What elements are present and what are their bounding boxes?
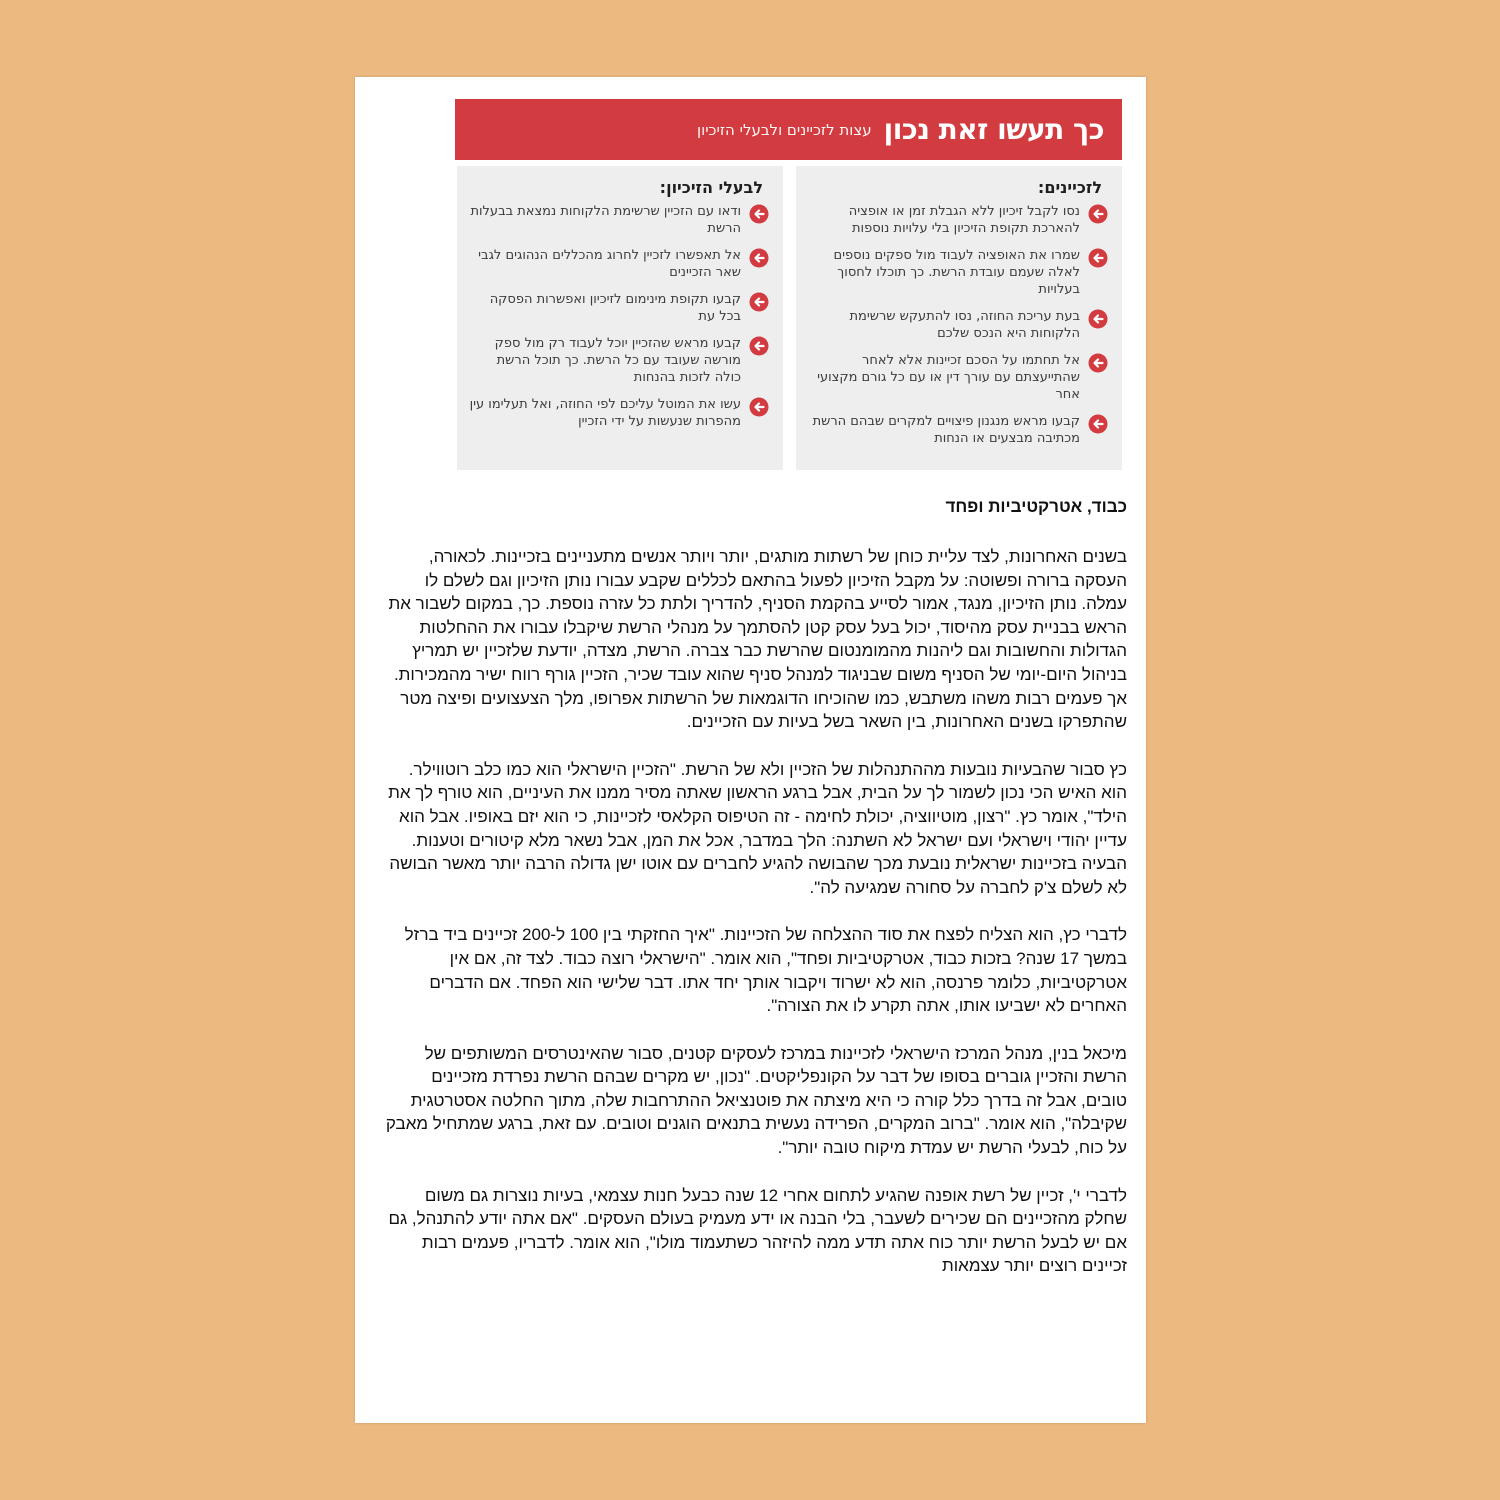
tip-item bbox=[469, 203, 769, 237]
franchisors-column bbox=[457, 166, 783, 470]
tips-box-title: כך תעשו זאת נכון bbox=[883, 113, 1104, 146]
tip-text: קבעו מראש שהזכיין יוכל לעבוד רק מול ספק מורשה שעובד עם כל הרשת. כך תוכל הרשת כולה לזכות בהנחות bbox=[494, 336, 741, 385]
tip-text: בעת עריכת החוזה, נסו להתעקש שרשימת הלקוחות היא הנכס שלכם bbox=[849, 309, 1080, 341]
tip-text: אל תחתמו על הסכם זכיינות אלא לאחר שהתייעצתם עם עורך דין או עם כל גורם מקצועי אחר bbox=[817, 353, 1080, 402]
tip-item bbox=[808, 308, 1108, 342]
tip-item bbox=[808, 413, 1108, 447]
arrow-left-circle-icon bbox=[1088, 248, 1108, 268]
arrow-left-circle-icon bbox=[749, 292, 769, 312]
arrow-left-circle-icon bbox=[1088, 353, 1108, 373]
tip-item bbox=[808, 203, 1108, 237]
tip-item bbox=[469, 335, 769, 386]
tip-item bbox=[808, 247, 1108, 298]
arrow-left-circle-icon bbox=[749, 397, 769, 417]
tip-text: ודאו עם הזכיין שרשימת הלקוחות נמצאת בבעלות הרשת bbox=[470, 204, 741, 236]
article-title: כבוד, אטרקטיביות ופחד bbox=[945, 497, 1127, 516]
tip-text: קבעו מראש מנגנון פיצויים למקרים שבהם הרשת מכתיבה מבצעים או הנחות bbox=[812, 414, 1080, 446]
article-body bbox=[385, 497, 1127, 1302]
article-paragraph: מיכאל בנין, מנהל המרכז הישראלי לזכיינות במרכז לעסקים קטנים, סבור שהאינטרסים המשותפים של הרשת והזכיין גוברים בסופו של דבר על הקונפליקטים. "נכון, יש מקרים שבהם הרשת נפרדת מזכיינים טובים, אבל זה בדרך כלל קורה כי היא מיצתה את פוטנציאל ההתרחבות שלה, מתוך החלטה אסטרטגית שקיבלה", הוא אומר. "ברוב המקרים, הפרידה נעשית בתנאים הוגנים וטובים. עם זאת, ברגע שמתחיל מאבק על כוח, לבעלי הרשת יש עמדת מיקוח טובה יותר". bbox=[385, 1043, 1127, 1158]
article-paragraph: בשנים האחרונות, לצד עליית כוחן של רשתות מותגים, יותר ויותר אנשים מתעניינים בזכיינות. לכאורה, העסקה ברורה ופשוטה: על מקבל הזיכיון לפעול בהתאם לכללים שקבע עבורו נותן הזיכיון וגם לשלם לו עמלה. נותן הזיכיון, מנגד, אמור לסייע בהקמת הסניף, להדריך ולתת כל עזרה נוספת. כך, במקום לשבור את הראש בבניית עסק מהיסוד, יכול בעל עסק קטן להסתמך על מנהלי הרשת שיקבלו עבורו את ההחלטות הגדולות והחשובות וגם ליהנות מהמומנטום שהרשת כבר צברה. הרשת, מצדה, יודעת שלזכיין יש תמריץ בניהול היום-יומי של הסניף משום שבניגוד למנהל סניף שהוא עובד שכיר, הזכיין גורף רווח ישיר מהמכירות. אך פעמים רבות משהו משתבש, כמו שהוכיחו הדוגמאות של הרשתות אפרופו, מלך הצעצועים ופיצה מטר שהתפרקו בשנים האחרונות, בין השאר בשל בעיות עם הזכיינים. bbox=[388, 547, 1127, 732]
article-paragraph: כץ סבור שהבעיות נובעות מההתנהלות של הזכיין ולא של הרשת. "הזכיין הישראלי הוא כמו כלב רוטווילר. הוא האיש הכי נכון לשמור לך על הבית, אבל ברגע הראשון שאתה מסיר ממנו את העיניים, הוא טורף לך את הילד", אומר כץ. "רצון, מוטיווציה, יכולת לחימה - זה הטיפוס הקלאסי לזכיינות, כי הוא יזם באופיו. אבל הוא עדיין יהודי וישראלי ועם ישראל לא השתנה: הלך במדבר, אכל את המן, אבל נשאר מלא קיטורים וטענות. הבעיה בזכיינות ישראלית נובעת מכך שהבושה להגיע לחברים עם אוטו ישן גדולה הרבה יותר מאשר הבושה לא לשלם צ'ק לחברה על סחורה שמגיעה לה". bbox=[388, 759, 1127, 897]
tip-item bbox=[469, 247, 769, 281]
article-paragraph: לדברי י', זכיין של רשת אופנה שהגיע לתחום אחרי 12 שנה כבעל חנות עצמאי, בעיות נוצרות גם משום שחלק מהזכיינים הם שכירים לשעבר, בלי הבנה או ידע מעמיק בעולם העסקים. "אם אתה יודע להתנהל, גם אם יש לבעל הרשת יותר כוח אתה תדע ממה להיזהר כשתעמוד מולו", הוא אומר. לדבריו, פעמים רבות זכיינים רוצים יותר עצמאות bbox=[388, 1185, 1127, 1276]
tip-text: אל תאפשרו לזכיין לחרוג מהכללים הנהוגים לגבי שאר הזכיינים bbox=[478, 248, 741, 280]
arrow-left-circle-icon bbox=[1088, 414, 1108, 434]
franchisors-heading: לבעלי הזיכיון: bbox=[659, 178, 763, 197]
franchisees-heading: לזכיינים: bbox=[1037, 178, 1102, 197]
tip-item bbox=[469, 291, 769, 325]
tip-text: שמרו את האופציה לעבוד מול ספקים נוספים לאלה שעמם עובדת הרשת. כך תוכלו לחסוך בעלויות bbox=[833, 248, 1080, 297]
magazine-page bbox=[355, 77, 1146, 1423]
tips-box-subtitle: עצות לזכיינים ולבעלי הזיכיון bbox=[697, 120, 872, 139]
article-paragraph: לדברי כץ, הוא הצליח לפצח את סוד ההצלחה של הזכיינות. "איך החזקתי בין 100 ל-200 זכיינים ביד ברזל במשך 17 שנה? בזכות כבוד, אטרקטיביות ופחד", הוא אומר. "הישראלי רוצה כבוד. לצד זה, אם אין אטרקטיביות, כלומר פרנסה, הוא לא ישרוד ויקבור אותך יחד אתו. דבר שלישי הוא הפחד. אם הדברים האחרים לא ישביעו אותו, אתה תקרע לו את הצורה". bbox=[404, 925, 1127, 1016]
arrow-left-circle-icon bbox=[1088, 309, 1108, 329]
tip-text: עשו את המוטל עליכם לפי החוזה, ואל תעלימו עין מהפרות שנעשות על ידי הזכיין bbox=[469, 397, 741, 429]
arrow-left-circle-icon bbox=[749, 336, 769, 356]
tip-item bbox=[808, 352, 1108, 403]
arrow-left-circle-icon bbox=[749, 248, 769, 268]
tips-box-header bbox=[455, 99, 1122, 160]
tip-item bbox=[469, 396, 769, 430]
tip-text: קבעו תקופת מינימום לזיכיון ואפשרות הפסקה בכל עת bbox=[489, 292, 741, 324]
arrow-left-circle-icon bbox=[749, 204, 769, 224]
arrow-left-circle-icon bbox=[1088, 204, 1108, 224]
tip-text: נסו לקבל זיכיון ללא הגבלת זמן או אופציה להארכת תקופת הזיכיון בלי עלויות נוספות bbox=[848, 204, 1080, 236]
franchisees-column bbox=[796, 166, 1122, 470]
